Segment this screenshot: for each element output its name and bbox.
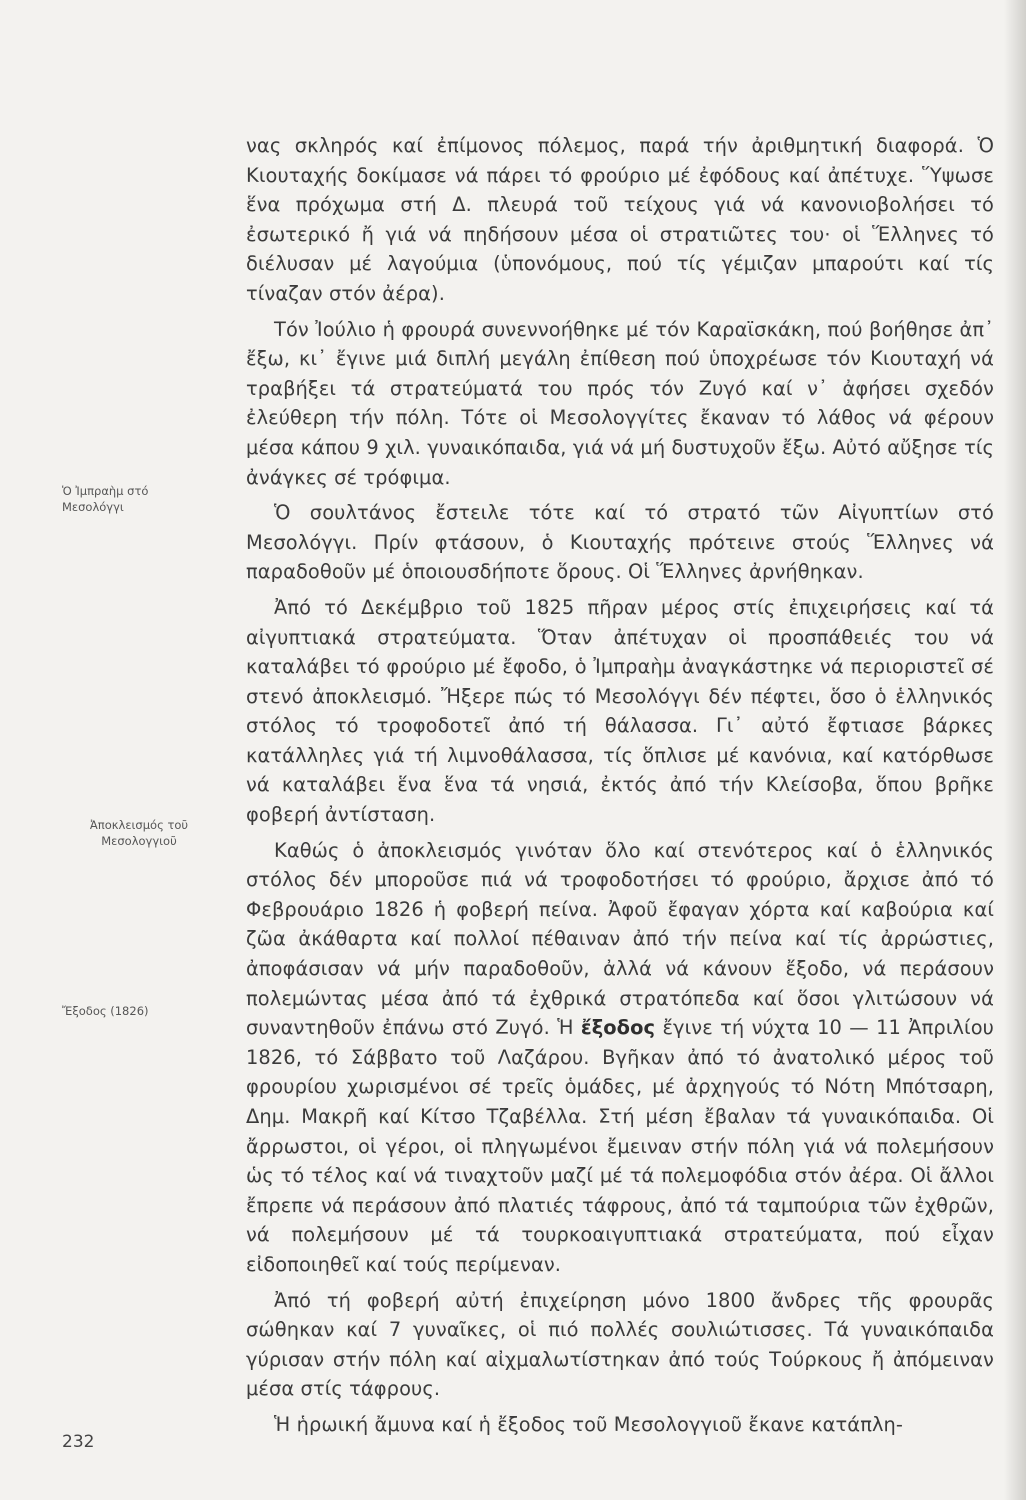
paragraph-4: Ἀπό τό Δεκέμβριο τοῦ 1825 πῆραν μέρος στίς ἐπιχειρήσεις καί τά αἰγυπτιακά στρατεύματα. Ὅταν ἀπέτυχαν οἱ προσπάθειές του νά καταλάβει τό φρούριο μέ ἔφοδο, ὁ Ἰμπραὴμ ἀναγκάστηκε νά περιοριστεῖ σέ στενό ἀποκλεισμό. Ἤξερε πώς τό Μεσολόγγι δέν πέφτει, ὅσο ὁ ἑλληνικός στόλος τό τροφοδοτεῖ ἀπό τή θάλασσα. Γι᾽ αὐτό ἔφτιασε βάρκες κατάλληλες γιά τή λιμνοθάλασσα, τίς ὅπλισε μέ κανόνια, καί κατόρθωσε νά καταλάβει ἕνα ἕνα τά νησιά, ἐκτός ἀπό τήν Κλείσοβα, ὅπου βρῆκε φοβερή ἀντίσταση.: [246, 595, 994, 827]
margin-note-siege: Ἀποκλεισμός τοῦ Μεσολογγιοῦ: [89, 818, 189, 848]
paragraph-7: Ἡ ἡρωική ἄμυνα καί ἡ ἔξοδος τοῦ Μεσολογγιοῦ ἔκανε κατάπλη-: [274, 1412, 904, 1436]
margin-note-exodus: Ἔξοδος (1826): [62, 1004, 149, 1018]
paragraph-3: Ὁ σουλτάνος ἔστειλε τότε καί τό στρατό τῶν Αἰγυπτίων στό Μεσολόγγι. Πρίν φτάσουν, ὁ Κιουταχής πρότεινε στούς Ἕλληνες νά παραδοθοῦν μέ ὁποιουσδήποτε ὅρους. Οἱ Ἕλληνες ἀρνήθηκαν.: [246, 501, 994, 584]
paragraph-2: Τόν Ἰούλιο ἡ φρουρά συνεννοήθηκε μέ τόν Καραϊσκάκη, πού βοήθησε ἀπ᾽ ἔξω, κι᾽ ἔγινε μιά διπλή μεγάλη ἐπίθεση πού ὑποχρέωσε τόν Κιουταχή νά τραβήξει τά στρατεύματά του πρός τόν Ζυγό καί ν᾽ ἀφήσει σχεδόν ἐλεύθερη τήν πόλη. Τότε οἱ Μεσολογγίτες ἔκαναν τό λάθος νά φέρουν μέσα κάπου 9 χιλ. γυναικόπαιδα, γιά νά μή δυστυχοῦν ἔξω. Αὐτό αὔξησε τίς ἀνάγκες σέ τρόφιμα.: [246, 317, 994, 489]
paragraph-6: Ἀπό τή φοβερή αὐτή ἐπιχείρηση μόνο 1800 ἄνδρες τῆς φρουρᾶς σώθηκαν καί 7 γυναῖκες, οἱ πιό πολλές σουλιώτισσες. Τά γυναικόπαιδα γύρισαν στήν πόλη καί αἰχμαλωτίστηκαν ἀπό τούς Τούρκους ἤ ἀπόμειναν μέσα στίς τάφρους.: [246, 1288, 994, 1401]
page-edge-shadow: [1004, 0, 1026, 1500]
paragraph-1: νας σκληρός καί ἐπίμονος πόλεμος, παρά τήν ἀριθμητική διαφορά. Ὁ Κιουταχής δοκίμασε νά πάρει τό φρούριο μέ ἐφόδους καί ἀπέτυχε. Ὕψωσε ἕνα πρόχωμα στή Δ. πλευρά τοῦ τείχους γιά νά κανονιοβολήσει τό ἐσωτερικό ἤ γιά νά πηδήσουν μέσα οἱ στρατιῶτες του· οἱ Ἕλληνες τό διέλυσαν μέ λαγούμια (ὑπονόμους, πού τίς γέμιζαν μπαρούτι καί τίς τίναζαν στόν ἀέρα).: [246, 134, 994, 305]
paragraph-5-part-b: ἔγινε τή νύχτα 10 — 11 Ἀπριλίου 1826, τό Σάββατο τοῦ Λαζάρου. Βγῆκαν ἀπό τό ἀνατολικό μέρος τοῦ φρουρίου χωρισμένοι σέ τρεῖς ὁμάδες, μέ ἀρχηγούς τό Νότη Μπότσαρη, Δημ. Μακρῆ καί Κίτσο Τζαβέλλα. Στή μέση ἔβαλαν τά γυναικόπαιδα. Οἱ ἄρρωστοι, οἱ γέροι, οἱ πληγωμένοι ἔμειναν στήν πόλη γιά νά πολεμήσουν ὡς τό τέλος καί νά τιναχτοῦν μαζί μέ τά πολεμοφόδια στόν ἀέρα. Οἱ ἄλλοι ἔπρεπε νά περάσουν ἀπό πλατιές τάφρους, ἀπό τά ταμπούρια τῶν ἐχθρῶν, νά πολεμήσουν μέ τά τουρκοαιγυπτιακά στρατεύματα, πού εἶχαν εἰδοποιηθεῖ καί τούς περίμεναν.: [246, 1016, 994, 1276]
paragraph-5: [246, 836, 994, 1280]
main-text-body: [246, 131, 994, 1446]
page-number: 232: [62, 1432, 95, 1452]
margin-note-ibrahim: Ὁ Ἰμπραὴμ στό Μεσολόγγι: [62, 484, 149, 514]
paragraph-5-part-a: Καθώς ὁ ἀποκλεισμός γινόταν ὅλο καί στενότερος καί ὁ ἑλληνικός στόλος δέν μποροῦσε πιά νά τροφοδοτήσει τό φρούριο, ἄρχισε ἀπό τό Φεβρουάριο 1826 ἡ φοβερή πείνα. Ἀφοῦ ἔφαγαν χόρτα καί καβούρια καί ζῶα ἀκάθαρτα καί πολλοί πέθαιναν ἀπό τήν πείνα καί τίς ἀρρώστιες, ἀποφάσισαν νά μήν παραδοθοῦν, ἀλλά νά κάνουν ἔξοδο, νά περάσουν πολεμώντας μέσα ἀπό τά ἐχθρικά στρατόπεδα καί ὅσοι γλιτώσουν νά συναντηθοῦν ἐπάνω στό Ζυγό. Ἡ: [246, 838, 994, 1040]
exodus-bold-term: ἔξοδος: [580, 1016, 656, 1040]
